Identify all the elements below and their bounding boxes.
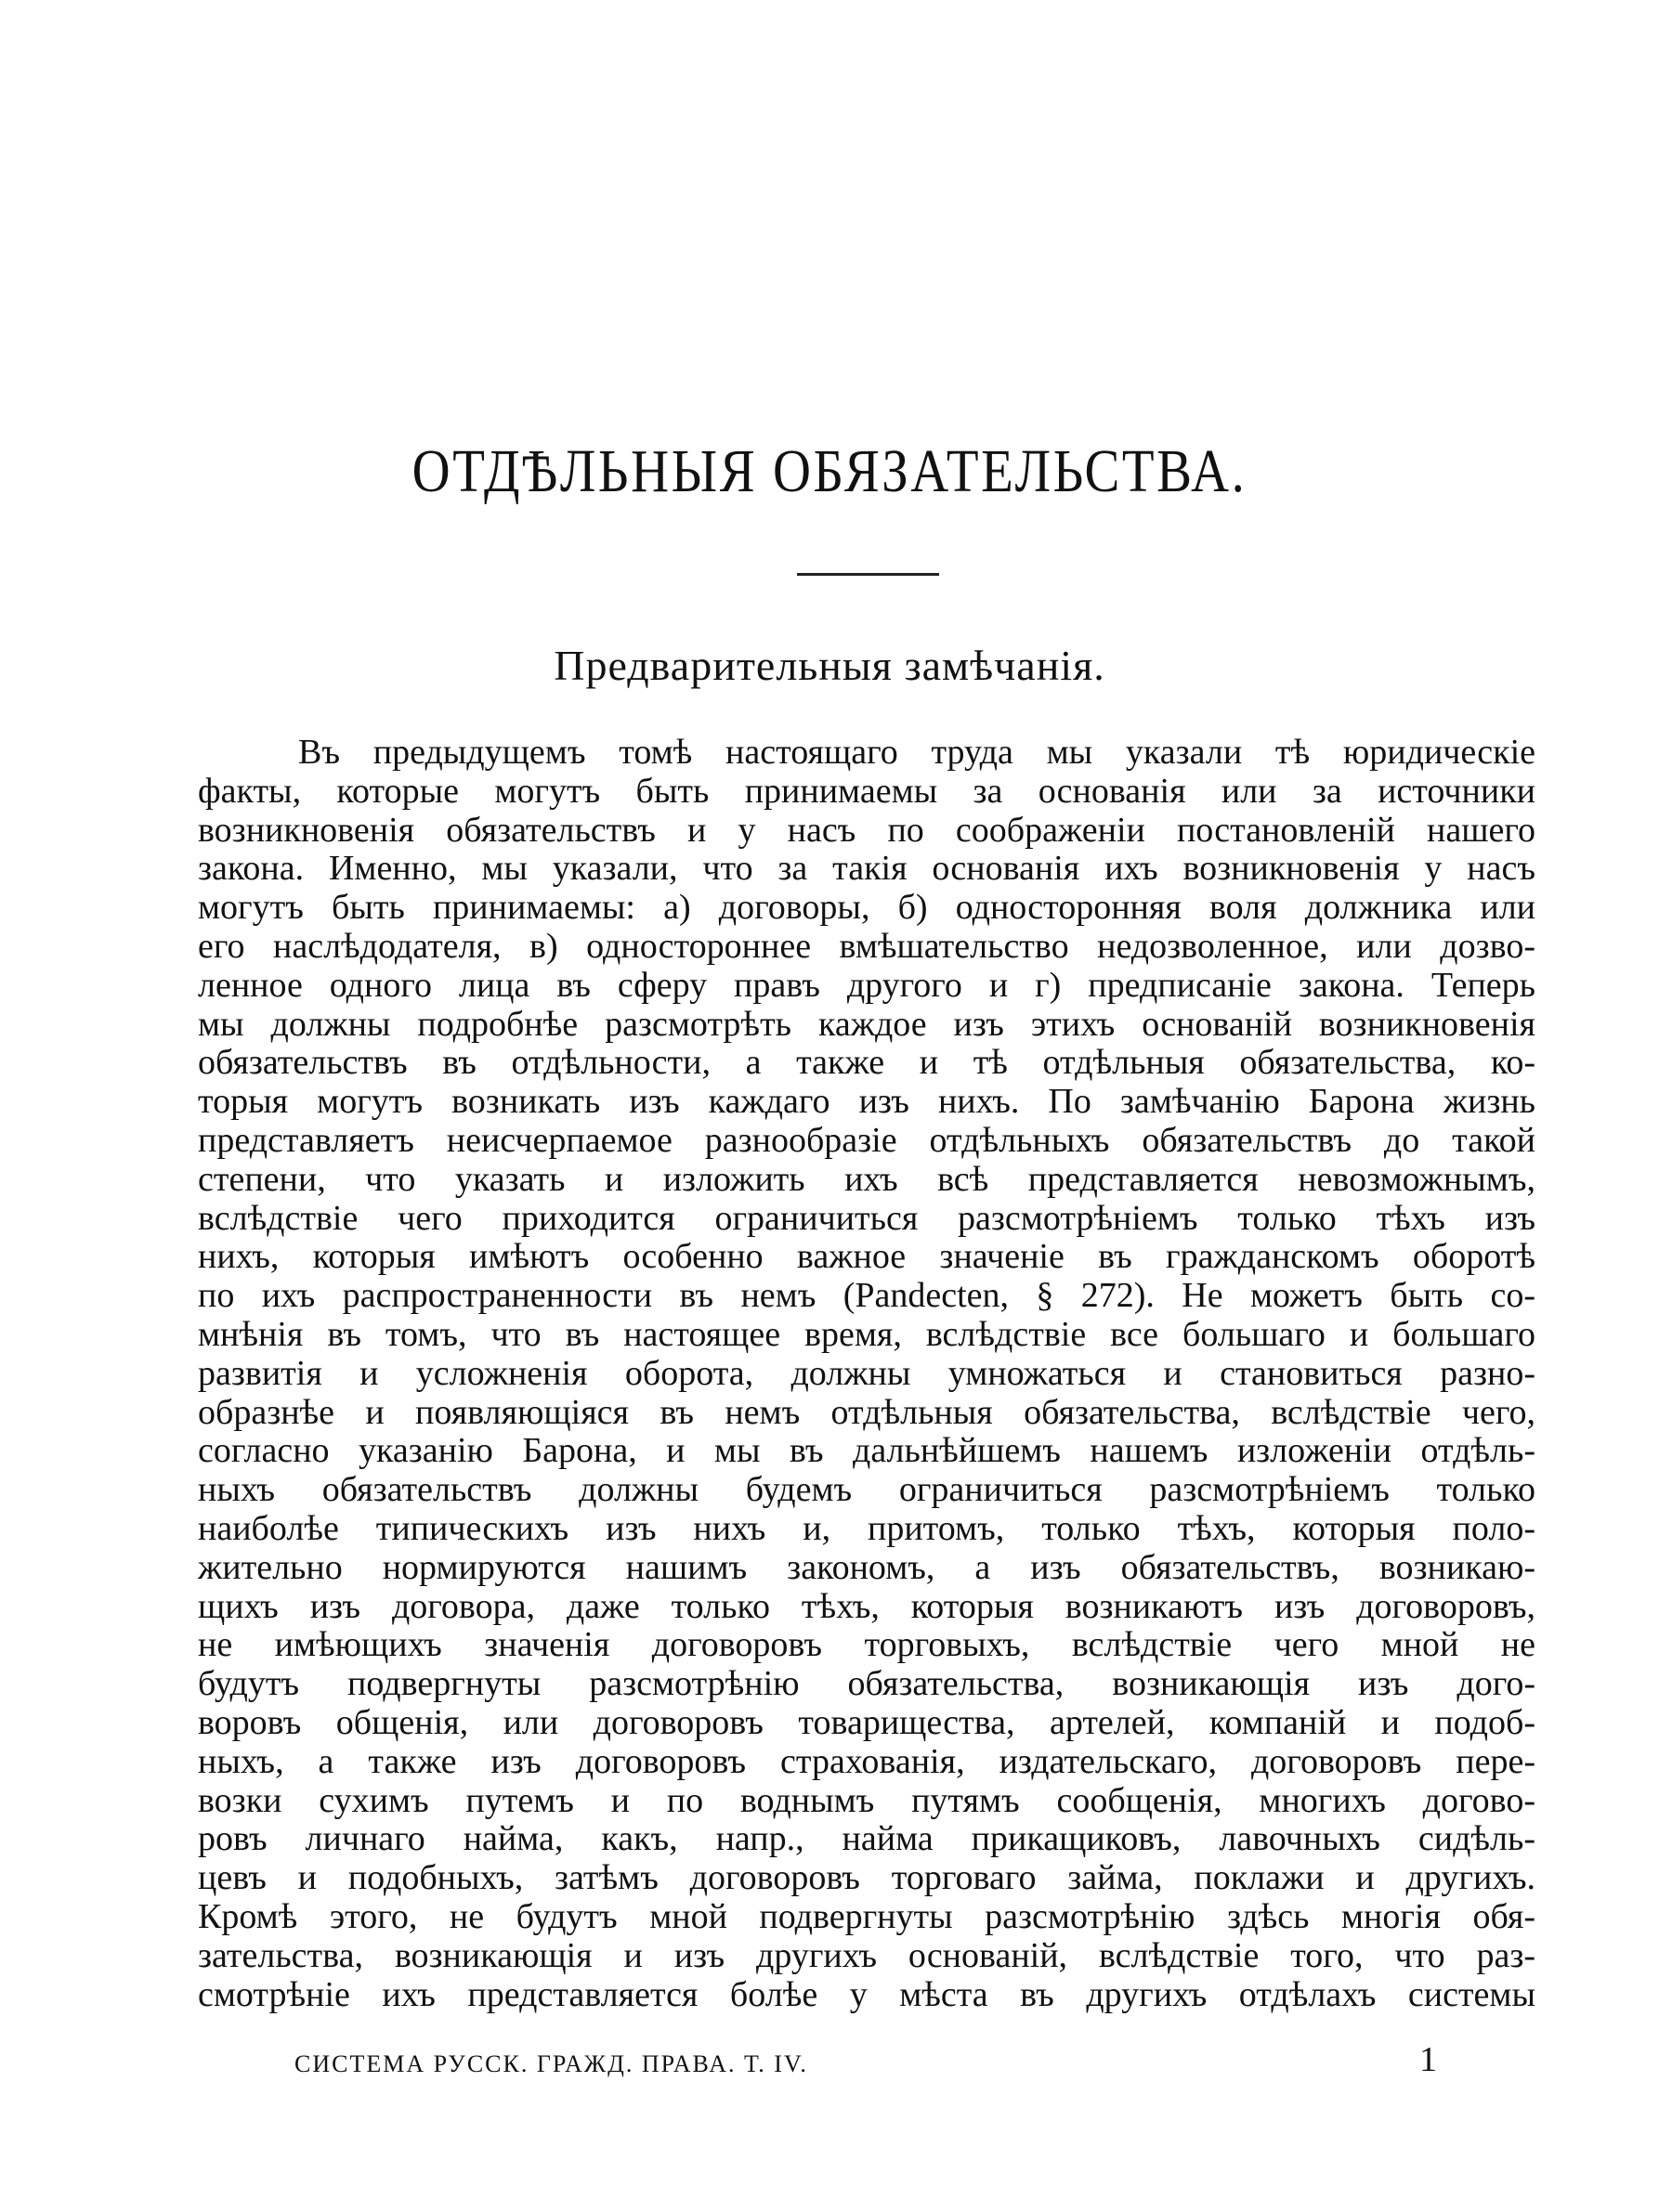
text-line-content: будутъ подвергнуты разсмотрѣнію обязательства, возникающія изъ дого- xyxy=(198,1664,1535,1704)
text-line-content: мнѣнія въ томъ, что въ настоящее время, вслѣдствіе все большаго и большаго xyxy=(198,1314,1535,1354)
text-line xyxy=(198,1549,1535,1588)
text-line-content: ныхъ, а также изъ договоровъ страхованія, издательскаго, договоровъ пере- xyxy=(198,1741,1535,1781)
text-line-content: наиболѣе типическихъ изъ нихъ и, притомъ, только тѣхъ, которыя поло- xyxy=(198,1508,1535,1548)
text-line-content: ленное одного лица въ сферу правъ другого и г) предписаніе закона. Теперь xyxy=(198,965,1535,1005)
text-line-content: образнѣе и появляющіяся въ немъ отдѣльныя обязательства, вслѣдствіе чего, xyxy=(198,1392,1535,1432)
text-line xyxy=(198,850,1535,889)
text-line-content: ныхъ обязательствъ должны будемъ ограничиться разсмотрѣніемъ только xyxy=(198,1470,1535,1510)
text-line-content: вслѣдствіе чего приходится ограничиться разсмотрѣніемъ только тѣхъ изъ xyxy=(198,1198,1535,1238)
text-line-content: согласно указанію Барона, и мы въ дальнѣйшемъ нашемъ изложеніи отдѣль- xyxy=(198,1431,1535,1471)
text-line xyxy=(198,1277,1535,1316)
text-line xyxy=(198,1704,1535,1743)
text-line-content: не имѣющихъ значенія договоровъ торговыхъ, вслѣдствіе чего мной не xyxy=(198,1625,1535,1665)
text-line xyxy=(198,1820,1535,1859)
text-line xyxy=(198,812,1535,851)
text-line xyxy=(198,889,1535,928)
text-line xyxy=(198,967,1535,1006)
text-line xyxy=(198,1200,1535,1239)
footer-signature: СИСТЕМА РУССК. ГРАЖД. ПРАВА. Т. IV. xyxy=(294,2050,808,2077)
text-line-content: нихъ, которыя имѣютъ особенно важное значеніе въ гражданскомъ оборотѣ xyxy=(198,1237,1535,1277)
text-line xyxy=(198,928,1535,967)
text-line xyxy=(198,1588,1535,1627)
text-line-content: смотрѣніе ихъ представляется болѣе у мѣста въ другихъ отдѣлахъ системы xyxy=(198,1974,1535,2014)
text-line-content: по ихъ распространенности въ немъ (Pandecten, § 272). Не можетъ быть со- xyxy=(198,1276,1535,1316)
text-line xyxy=(198,1394,1535,1433)
text-line-content: зательства, возникающія и изъ другихъ основаній, вслѣдствіе того, что раз- xyxy=(198,1935,1535,1975)
text-line-content: мы должны подробнѣе разсмотрѣть каждое изъ этихъ основаній возникновенія xyxy=(198,1004,1535,1044)
text-line xyxy=(198,773,1535,812)
text-line-content: его наслѣдодателя, в) одностороннее вмѣшательство недозволенное, или дозво- xyxy=(198,926,1535,966)
text-line xyxy=(198,1898,1535,1937)
text-line xyxy=(198,1665,1535,1704)
text-line-content: могутъ быть принимаемы: а) договоры, б) односторонняя воля должника или xyxy=(198,888,1535,928)
text-line xyxy=(198,1432,1535,1471)
text-line xyxy=(198,1006,1535,1045)
text-line-content: торыя могутъ возникать изъ каждаго изъ нихъ. По замѣчанію Барона жизнь xyxy=(198,1082,1535,1122)
text-line xyxy=(198,1976,1535,2015)
body-text xyxy=(198,734,1535,2014)
text-line xyxy=(198,1937,1535,1976)
text-line xyxy=(198,1044,1535,1083)
page-number: 1 xyxy=(1419,2040,1437,2079)
text-line xyxy=(198,1859,1535,1898)
chapter-title: ОТДѢЛЬНЫЯ ОБЯЗАТЕЛЬСТВА. xyxy=(411,437,1248,505)
text-line-content: закона. Именно, мы указали, что за такія основанія ихъ возникновенія у насъ xyxy=(198,849,1535,889)
section-title: Предварительныя замѣчанія. xyxy=(554,642,1105,689)
text-line xyxy=(198,734,1535,773)
text-line-content: возникновенія обязательствъ и у насъ по соображеніи постановленій нашего xyxy=(198,810,1535,850)
text-line xyxy=(198,1316,1535,1355)
text-line xyxy=(198,1471,1535,1510)
text-line-content: развитія и усложненія оборота, должны умножаться и становиться разно- xyxy=(198,1353,1535,1393)
text-line xyxy=(198,1122,1535,1161)
text-line-content: воровъ общенія, или договоровъ товарищества, артелей, компаній и подоб- xyxy=(198,1702,1535,1742)
text-line-content: возки сухимъ путемъ и по воднымъ путямъ сообщенія, многихъ догово- xyxy=(198,1780,1535,1820)
text-line xyxy=(198,1355,1535,1394)
title-divider xyxy=(797,573,939,576)
text-line-content: Въ предыдущемъ томѣ настоящаго труда мы указали тѣ юридическіе xyxy=(298,733,1535,772)
text-line-content: представляетъ неисчерпаемое разнообразіе отдѣльныхъ обязательствъ до такой xyxy=(198,1120,1535,1160)
text-line xyxy=(198,1238,1535,1277)
text-line-content: жительно нормируются нашимъ закономъ, а изъ обязательствъ, возникаю- xyxy=(198,1547,1535,1587)
text-line-content: факты, которые могутъ быть принимаемы за основанія или за источники xyxy=(198,771,1535,811)
text-line-content: ровъ личнаго найма, какъ, напр., найма прикащиковъ, лавочныхъ сидѣль- xyxy=(198,1819,1535,1859)
text-line xyxy=(198,1743,1535,1782)
text-line xyxy=(198,1510,1535,1549)
text-line-content: Кромѣ этого, не будутъ мной подвергнуты разсмотрѣнію здѣсь многія обя- xyxy=(198,1896,1535,1936)
text-line-content: степени, что указать и изложить ихъ всѣ представляется невозможнымъ, xyxy=(198,1159,1535,1199)
text-line xyxy=(198,1626,1535,1665)
text-line-content: цевъ и подобныхъ, затѣмъ договоровъ торговаго займа, поклажи и другихъ. xyxy=(198,1858,1535,1898)
text-line-content: обязательствъ въ отдѣльности, а также и тѣ отдѣльныя обязательства, ко- xyxy=(198,1043,1535,1083)
text-line xyxy=(198,1083,1535,1122)
text-line-content: щихъ изъ договора, даже только тѣхъ, которыя возникаютъ изъ договоровъ, xyxy=(198,1586,1535,1626)
text-line xyxy=(198,1782,1535,1821)
text-line xyxy=(198,1161,1535,1200)
